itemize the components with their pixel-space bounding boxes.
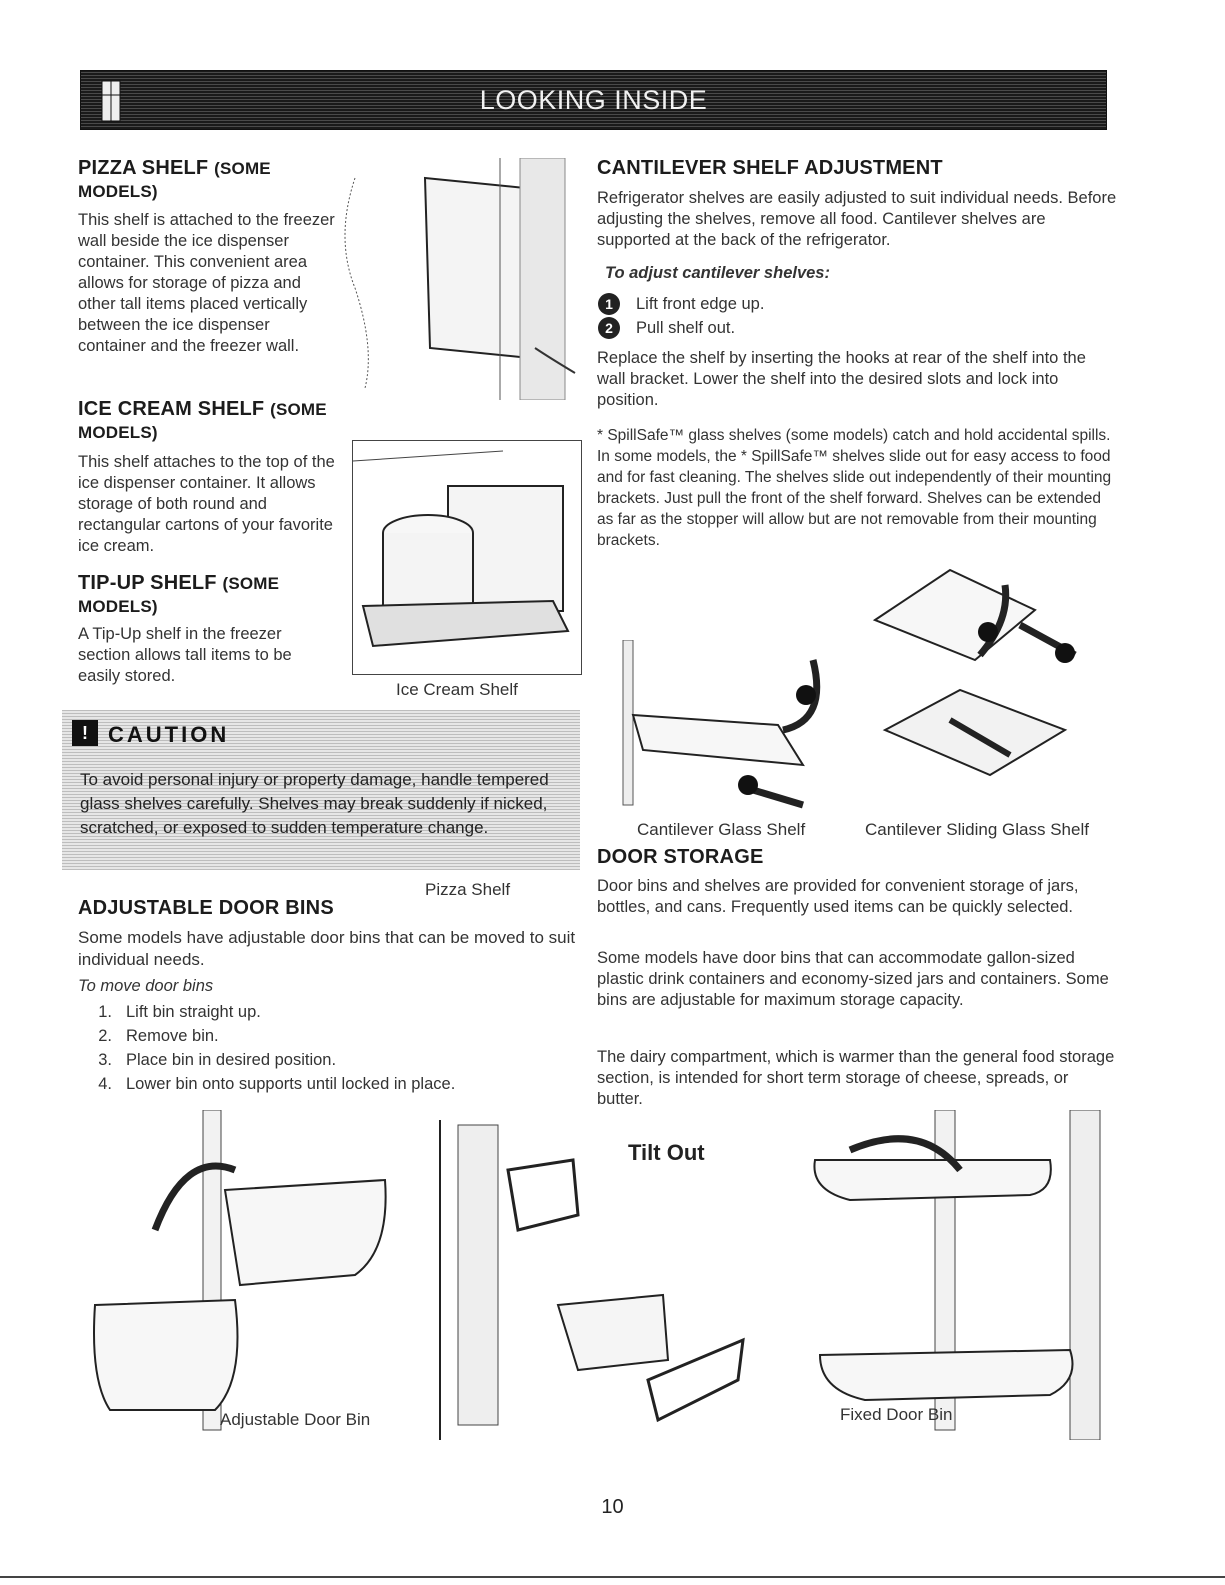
list-item: 3. Place bin in desired position. [98, 1051, 337, 1069]
list-item: 1 Lift front edge up. [598, 292, 764, 316]
door-storage-text-3: The dairy compartment, which is warmer than the general food storage section, is intended for short term storage of cheese, spreads, or butter. [597, 1048, 1115, 1108]
page-number: 10 [601, 1496, 624, 1518]
door-storage-text-2: Some models have door bins that can accommodate gallon-sized plastic drink containers and economy-sized jars and containers. Some bins are adjustable for maximum storage capacity. [597, 949, 1109, 1009]
cantilever-steps [598, 292, 764, 340]
list-item: 2 Pull shelf out. [598, 316, 764, 340]
step-number-badge: 1 [598, 293, 620, 315]
adjustable-door-bin-illustration [85, 1110, 400, 1440]
tip-up-shelf-text: A Tip-Up shelf in the freezer section allows tall items to be easily stored. [78, 625, 292, 685]
cantilever-text: Refrigerator shelves are easily adjusted to suit individual needs. Before adjusting the shelves, remove all food. Cantilever shelves are supported at the back of the refrigerator. [597, 189, 1117, 249]
caution-box [62, 710, 580, 870]
list-item: 4. Lower bin onto supports until locked in place. [98, 1075, 456, 1093]
replace-shelf-text: Replace the shelf by inserting the hooks at rear of the shelf into the wall bracket. Lower the shelf into the desired slots and lock into position. [597, 349, 1086, 409]
ice-cream-shelf-heading: ICE CREAM SHELF (SOME MODELS) [78, 398, 327, 442]
section-header [80, 70, 1107, 130]
cantilever-heading: CANTILEVER SHELF ADJUSTMENT [597, 157, 943, 179]
list-item: 1. Lift bin straight up. [98, 1003, 261, 1021]
fixed-door-bin-illustration [790, 1110, 1105, 1440]
cantilever-glass-shelf-illustration [618, 640, 843, 810]
page-divider [0, 1576, 1225, 1578]
cantilever-sliding-shelf-caption: Cantilever Sliding Glass Shelf [865, 820, 1089, 839]
ice-cream-shelf-caption: Ice Cream Shelf [396, 680, 518, 699]
pizza-shelf-heading: PIZZA SHELF (SOME MODELS) [78, 157, 271, 201]
pizza-shelf-illustration [335, 158, 585, 400]
step-number-badge: 2 [598, 317, 620, 339]
list-item: 2. Remove bin. [98, 1027, 219, 1045]
warning-icon: ! [72, 720, 98, 746]
adjustable-door-bin-caption: Adjustable Door Bin [220, 1410, 371, 1429]
adjust-cantilever-subhead: To adjust cantilever shelves: [605, 264, 830, 282]
tip-up-shelf-heading: TIP-UP SHELF (SOME MODELS) [78, 572, 280, 616]
pizza-shelf-caption: Pizza Shelf [425, 880, 511, 899]
door-storage-heading: DOOR STORAGE [597, 846, 764, 868]
tilt-out-label: Tilt Out [628, 1140, 705, 1165]
door-bin-steps [78, 1000, 578, 1096]
door-storage-text-1: Door bins and shelves are provided for convenient storage of jars, bottles, and cans. Frequently used items can be quickly selected. [597, 877, 1079, 916]
adjustable-door-bins-text: Some models have adjustable door bins that can be moved to suit individual needs. [78, 928, 576, 969]
cantilever-sliding-glass-shelf-illustration [860, 560, 1105, 815]
tilt-out-bin-illustration [438, 1120, 753, 1440]
page-title: LOOKING INSIDE [479, 85, 708, 115]
caution-title: CAUTION [108, 722, 230, 747]
ice-cream-shelf-text: This shelf attaches to the top of the ice dispenser container. It allows storage of both round and rectangular cartons of your favorite ice cream. [78, 453, 335, 555]
move-door-bins-subhead: To move door bins [78, 977, 214, 995]
adjustable-door-bins-heading: ADJUSTABLE DOOR BINS [78, 897, 334, 919]
fixed-door-bin-caption: Fixed Door Bin [840, 1405, 953, 1424]
spillsafe-text: * SpillSafe™ glass shelves (some models) catch and hold accidental spills. In some models, the * SpillSafe™ shelves slide out for easy access to food and for fast cleaning. The shelves slide out independently of their mounting brackets. Just pull the front of the shelf forward. Shelves can be extended as far as the stopper will allow but are not removable from their mounting brackets. [597, 427, 1112, 549]
caution-text: To avoid personal injury or property damage, handle tempered glass shelves carefully. Shelves may break suddenly if nicked, scratched, or exposed to sudden temperature change. [80, 770, 549, 837]
ice-cream-shelf-illustration [352, 440, 582, 675]
cantilever-glass-shelf-caption: Cantilever Glass Shelf [637, 820, 806, 839]
pizza-shelf-text: This shelf is attached to the freezer wall beside the ice dispenser container. This convenient area allows for storage of pizza and other tall items placed vertically between the ice dispenser container and the freezer wall. [78, 211, 335, 355]
